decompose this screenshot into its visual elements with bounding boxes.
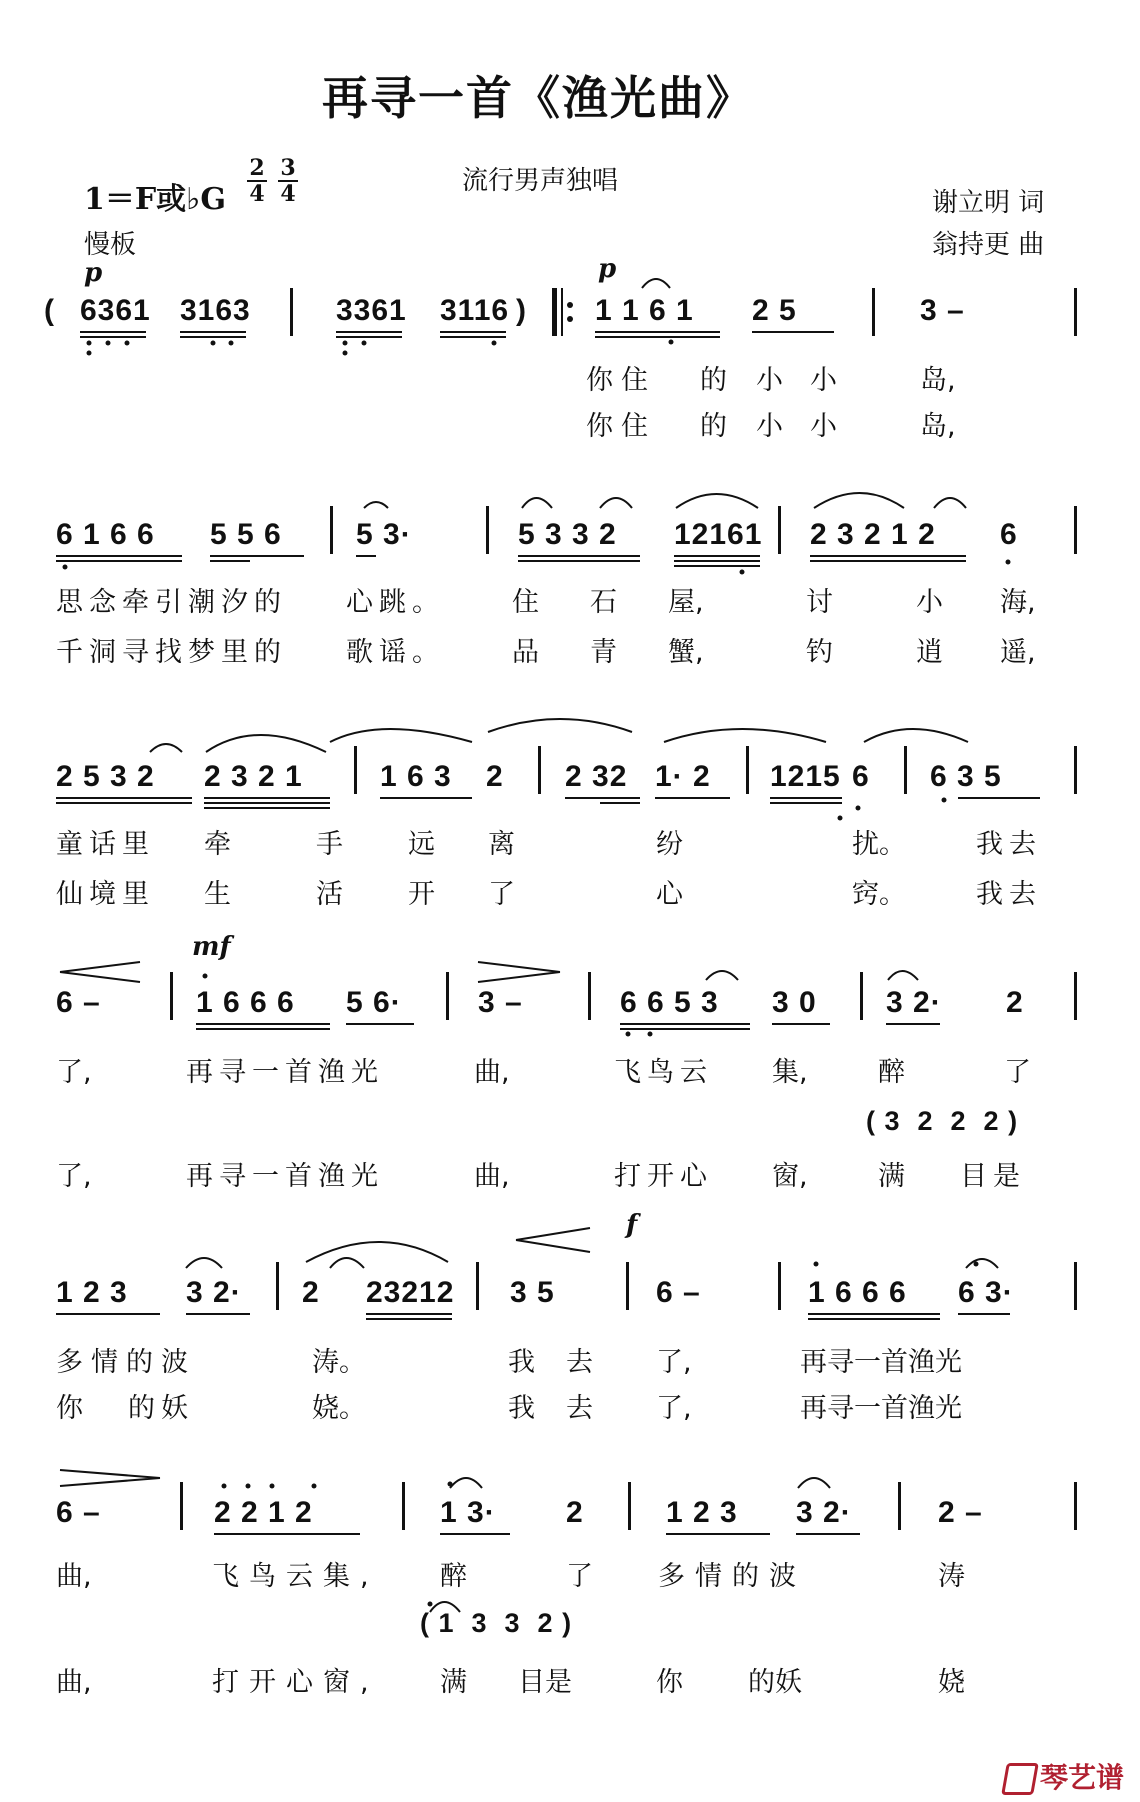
meter-top: 3 (280, 155, 296, 181)
key-signature: 1＝F或♭G (84, 182, 226, 217)
note-group: 3 0 (772, 986, 817, 1019)
note-group: 2 (486, 760, 504, 793)
lyric: 开 (408, 879, 435, 910)
note-group: 1· 2 (655, 760, 711, 793)
note-group: 2 32 (565, 760, 628, 793)
lyric: 醉 (440, 1561, 467, 1592)
tempo-label: 慢板 (84, 230, 137, 260)
lyric: 仙境里 (56, 879, 155, 910)
lyric: 我去 (976, 879, 1042, 910)
lyric: 窍。 (852, 879, 906, 910)
lyric: 了 (1004, 1057, 1031, 1088)
lyric: 讨 (806, 587, 833, 618)
note-group: 1215 (770, 760, 841, 793)
note-group: 6 3· (958, 1276, 1014, 1309)
lyric: 了, (56, 1057, 92, 1088)
lyric: 目是 (518, 1667, 572, 1698)
note-group: 2 – (938, 1496, 983, 1529)
lyric: 千洞寻找梦里的 (56, 637, 287, 668)
lyric: 你 (656, 1667, 683, 1698)
meter-bottom: 4 (280, 181, 296, 207)
lyric: 多情的波 (56, 1347, 196, 1378)
note-group: 1 1 6 1 (595, 294, 694, 327)
lyric: 去 (566, 1393, 593, 1424)
lyric: 我去 (976, 829, 1042, 860)
lyric: 再寻一首渔光 (186, 1161, 384, 1192)
note-group: 3 – (478, 986, 523, 1019)
lyric: 纷 (656, 829, 683, 860)
lyric: 满 (878, 1161, 905, 1192)
lyric: 心跳。 (346, 587, 445, 618)
lyric: 牵 (204, 829, 231, 860)
lyric: 离 (488, 829, 515, 860)
lyric: 目是 (960, 1161, 1026, 1192)
lyric: 童话里 (56, 829, 155, 860)
lyric: 钓 (806, 637, 833, 668)
lyric: 再寻一首渔光 (186, 1057, 384, 1088)
lyric: 集, (772, 1057, 808, 1088)
note-group: 6 6 5 3 (620, 986, 719, 1019)
lyric: 了 (566, 1561, 593, 1592)
lyric: 的 (700, 411, 727, 442)
note-group: 23212 (366, 1276, 455, 1309)
note-group: 2 (566, 1496, 584, 1529)
dynamic-p-verse: p (598, 254, 617, 284)
lyric: 娆。 (312, 1393, 366, 1424)
note-group: 6 – (56, 1496, 101, 1529)
lyric: 生 (204, 879, 231, 910)
lyric: 了 (488, 879, 515, 910)
meter-bottom: 4 (249, 181, 265, 207)
note-group: 1 3· (440, 1496, 496, 1529)
lyric: 打开心 (614, 1161, 713, 1192)
note-group: 2 2 1 2 (214, 1496, 313, 1529)
lyric: 歌谣。 (346, 637, 445, 668)
lyric: 再寻一首渔光 (800, 1393, 962, 1424)
lyric: 的妖 (128, 1393, 194, 1424)
lyric: 石 (590, 587, 617, 618)
lyricist-credit: 谢立明 词 (932, 188, 1045, 218)
genre-label: 流行男声独唱 (462, 166, 619, 196)
lyric: 曲, (474, 1161, 510, 1192)
lyric: 曲, (56, 1667, 92, 1698)
lyric: 你住 (586, 411, 656, 442)
note-group: 3361 (336, 294, 407, 327)
lyric: 你住 (586, 365, 656, 396)
note-group: 1 2 3 (666, 1496, 738, 1529)
note-group: 6361 (80, 294, 151, 327)
note-group: 3 2· (796, 1496, 852, 1529)
dynamic-p-intro: p (84, 258, 103, 288)
lyric: 小 (756, 365, 783, 396)
meter-top: 2 (249, 155, 265, 181)
lyric: 飞鸟云 (614, 1057, 713, 1088)
lyric: 手 (316, 829, 343, 860)
note-group: 2 3 2 1 (204, 760, 303, 793)
lyric: 远 (408, 829, 435, 860)
lyric: 满 (440, 1667, 467, 1698)
dynamic-mf: mf (192, 932, 231, 962)
note-group: 6 1 6 6 (56, 518, 155, 551)
note-group: 2 (302, 1276, 320, 1309)
lyric: 涛。 (312, 1347, 366, 1378)
lyric: 多情的波 (658, 1561, 806, 1592)
lyric: 我 (508, 1393, 535, 1424)
lyric: 小 (756, 411, 783, 442)
lyric: 醉 (878, 1057, 905, 1088)
lyric: 小 (810, 411, 837, 442)
note-group: 6 (1000, 518, 1018, 551)
page-title: 再寻一首《渔光曲》 (322, 71, 754, 125)
watermark-logo-icon (1001, 1763, 1039, 1795)
lyric: 海, (1000, 587, 1036, 618)
note-group: 3 5 (510, 1276, 555, 1309)
note-group: 5 3· (356, 518, 412, 551)
note-group: 12161 (674, 518, 763, 551)
lyric: 我 (508, 1347, 535, 1378)
note-group: 5 6· (346, 986, 402, 1019)
lyric: 品 (512, 637, 539, 668)
lyric: 小 (916, 587, 943, 618)
watermark-text: 琴艺谱 (1040, 1761, 1125, 1794)
note-group: 5 3 3 2 (518, 518, 617, 551)
lyric: 遥, (1000, 637, 1036, 668)
lyric: 涛 (938, 1561, 965, 1592)
note-group: 6 – (56, 986, 101, 1019)
lyric: 住 (512, 587, 539, 618)
note-group: 3116 (440, 294, 510, 327)
lyric: 你 (56, 1393, 83, 1424)
lyric: 小 (810, 365, 837, 396)
watermark (1004, 1756, 1124, 1796)
alternate-notes: ( 1 3 3 2 ) (420, 1608, 573, 1638)
note-group: 6 – (656, 1276, 701, 1309)
note-group: 2 (1006, 986, 1024, 1019)
lyric: 心 (656, 879, 683, 910)
note-group: 3 2· (186, 1276, 242, 1309)
lyric: 曲, (474, 1057, 510, 1088)
lyric: 曲, (56, 1561, 92, 1592)
alternate-notes: ( 3 2 2 2 ) (866, 1106, 1019, 1136)
lyric: 屋, (668, 587, 704, 618)
lyric: 了, (656, 1347, 692, 1378)
lyric: 再寻一首渔光 (800, 1347, 962, 1378)
note-group: 3 2· (886, 986, 942, 1019)
note-group: 2 5 (752, 294, 797, 327)
lyric: 蟹, (668, 637, 704, 668)
lyric: 逍 (916, 637, 943, 668)
lyric: 打开心窗, (212, 1667, 379, 1698)
lyric: 去 (566, 1347, 593, 1378)
lyric: 了, (656, 1393, 692, 1424)
note-group: 6 (852, 760, 870, 793)
lyric: 娆 (938, 1667, 965, 1698)
lyric: 岛, (920, 411, 956, 442)
lyric: 扰。 (852, 829, 906, 860)
lyric: 的 (700, 365, 727, 396)
lyric: 青 (590, 637, 617, 668)
note-group: ( (44, 294, 55, 327)
note-group: 5 5 6 (210, 518, 282, 551)
note-group: ) (516, 294, 527, 327)
note-group: 1 6 6 6 (808, 1276, 907, 1309)
note-group: 3 – (920, 294, 965, 327)
note-group: 1 2 3 (56, 1276, 128, 1309)
lyric: 窗, (772, 1161, 808, 1192)
note-group: 1 6 6 6 (196, 986, 295, 1019)
note-group: 2 5 3 2 (56, 760, 155, 793)
lyric: 活 (316, 879, 343, 910)
dynamic-f: f (626, 1210, 638, 1240)
lyric: 了, (56, 1161, 92, 1192)
note-group: 3163 (180, 294, 251, 327)
lyric: 的妖 (748, 1667, 802, 1698)
lyric: 飞鸟云集, (212, 1561, 379, 1592)
note-group: 6 3 5 (930, 760, 1002, 793)
note-group: 2 3 2 1 2 (810, 518, 936, 551)
note-group: 1 6 3 (380, 760, 452, 793)
lyric: 思念牵引潮汐的 (56, 587, 287, 618)
composer-credit: 翁持更 曲 (932, 230, 1045, 260)
lyric: 岛, (920, 365, 956, 396)
